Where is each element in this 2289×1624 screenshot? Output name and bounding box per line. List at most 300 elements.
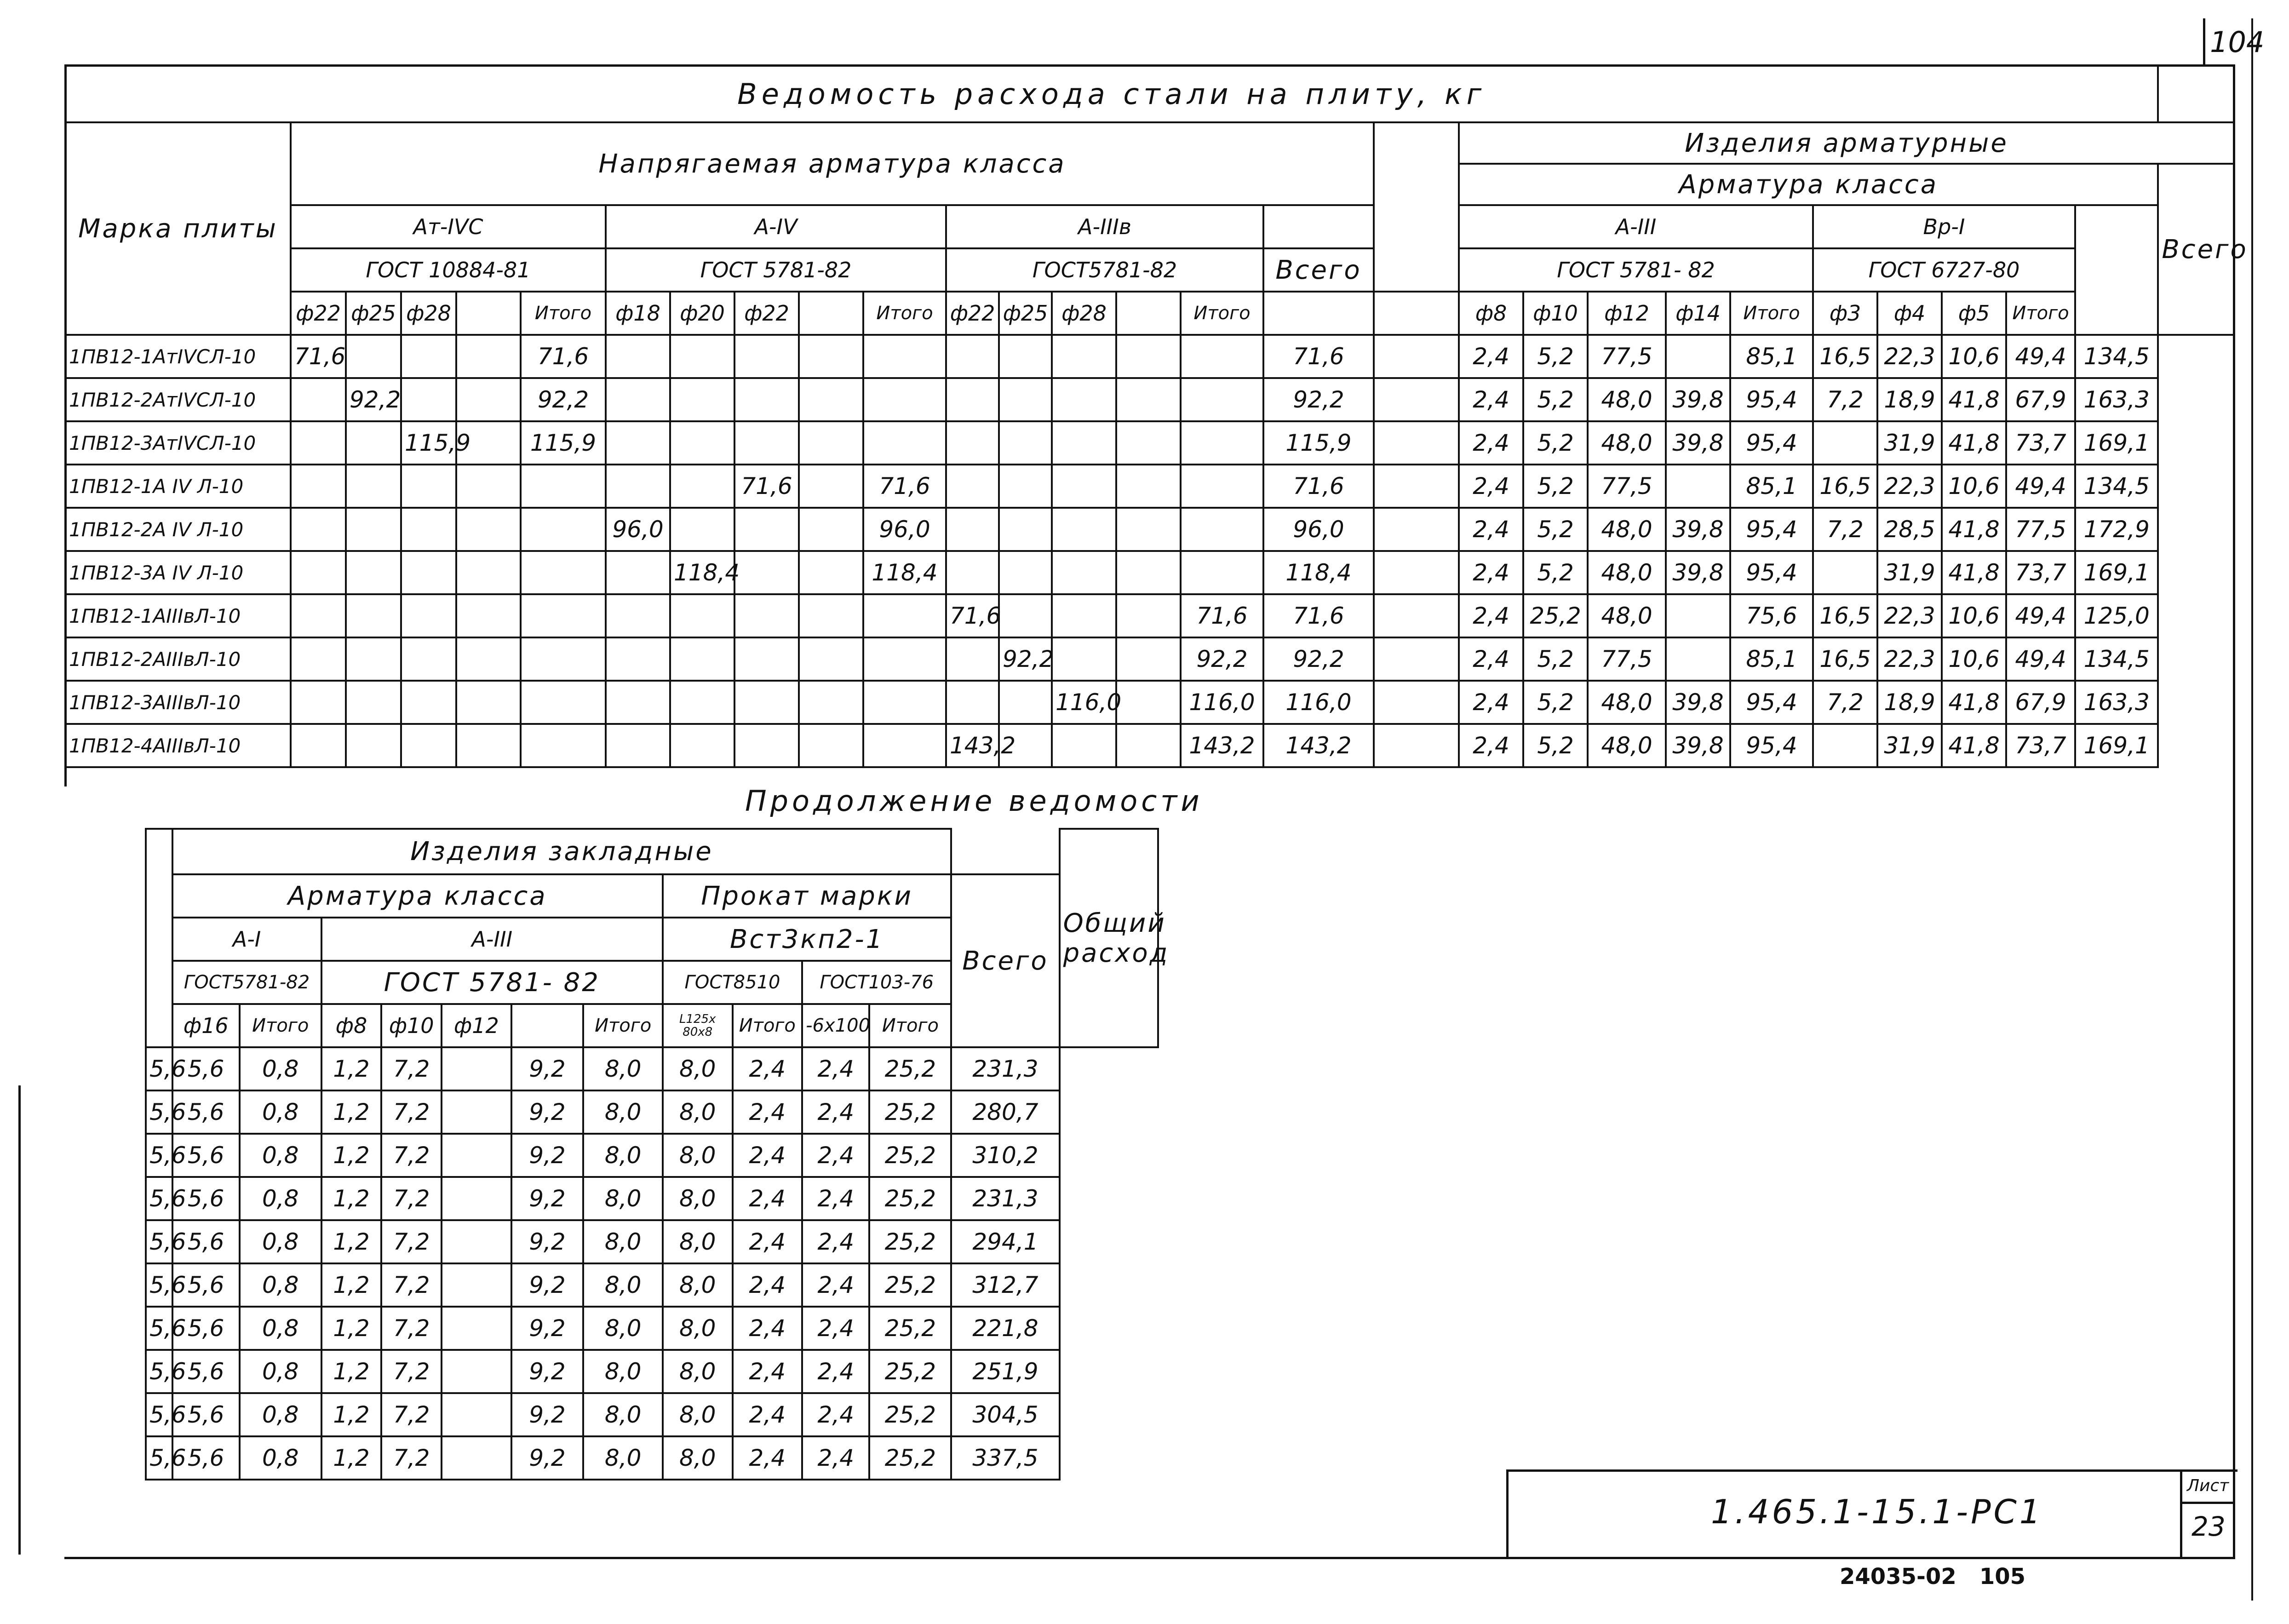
table-cell: 2,4 [1459,378,1523,421]
table-cell: 18,9 [1877,681,1942,724]
table-cell [291,594,346,637]
table-cell: 7,2 [381,1350,442,1393]
table-cell [1052,508,1116,551]
table-cell: 231,3 [951,1047,1059,1090]
table-cell: 1,2 [321,1090,382,1134]
table-cell [291,465,346,508]
plate-mark: 1ПВ12-3АтIVCЛ-10 [65,421,291,465]
table-cell [606,335,670,378]
table-cell: 0,8 [240,1220,321,1263]
table-cell: 2,4 [802,1307,869,1350]
table-cell: 9,2 [511,1090,584,1134]
steel-grade: Вст3кп2-1 [663,918,951,961]
table-cell: 96,0 [606,508,670,551]
table-cell [999,681,1052,724]
cont-col-d16: ф16 [172,1004,240,1047]
embedded-items-table [145,828,1170,1481]
table-cell: 8,0 [663,1047,733,1090]
table-cell: 92,2 [346,378,401,421]
table-cell: 31,9 [1877,421,1942,465]
table-cell [606,637,670,681]
table-cell: 5,2 [1523,724,1588,767]
table-cell: 2,4 [733,1090,803,1134]
table-row [146,1350,1158,1393]
cont-col-itogo: Итого [583,1004,663,1047]
table-cell: 5,6 [146,1263,172,1307]
std-gost-5781-b: ГОСТ5781-82 [946,248,1263,292]
table-cell [734,551,799,594]
table-cell [1116,508,1181,551]
table-cell [1052,335,1116,378]
table-cell: 2,4 [1459,681,1523,724]
table-cell: 8,0 [663,1350,733,1393]
table-cell: 49,4 [2006,335,2075,378]
table-cell: 5,6 [172,1350,240,1393]
col-d28: ф28 [401,292,456,335]
cont-col-d12: ф12 [442,1004,511,1047]
col-d22: ф22 [291,292,346,335]
table-cell: 71,6 [291,335,346,378]
table-cell [863,335,946,378]
table-cell: 71,6 [1263,594,1374,637]
class-aiii: А-III [1459,205,1813,248]
plate-mark: 1ПВ12-1АтIVCЛ-10 [65,335,291,378]
table-cell [521,594,606,637]
table-cell: 71,6 [946,594,999,637]
col-itogo: Итого [863,292,946,335]
table-cell: 1,2 [321,1047,382,1090]
table-cell: 5,2 [1523,637,1588,681]
table-cell [670,637,734,681]
col-d25: ф25 [346,292,401,335]
table-cell [606,594,670,637]
table-cell: 5,6 [172,1090,240,1134]
table-cell: 31,9 [1877,551,1942,594]
table-cell [799,335,863,378]
table-cell: 1,2 [321,1436,382,1480]
table-cell: 7,2 [381,1263,442,1307]
table-cell [401,681,456,724]
table-cell: 77,5 [2006,508,2075,551]
table-cell [606,681,670,724]
table-cell [291,551,346,594]
table-cell [456,637,521,681]
items-header: Изделия арматурные [1459,122,2234,164]
table-cell: 71,6 [1263,465,1374,508]
table-cell [291,637,346,681]
std-gost-5781-c: ГОСТ 5781- 82 [1459,248,1813,292]
cont-col-d10: ф10 [381,1004,442,1047]
cont-rebar-class-header: Арматура класса [172,874,663,918]
plate-mark: 1ПВ12-3А IV Л-10 [65,551,291,594]
plate-mark: 1ПВ12-1А IV Л-10 [65,465,291,508]
table-cell: 9,2 [511,1047,584,1090]
table-cell: 172,9 [2075,508,2158,551]
table-cell: 7,2 [1813,508,1877,551]
table-cell [999,508,1052,551]
table-cell [1116,681,1181,724]
table-cell [1116,594,1181,637]
table-cell: 67,9 [2006,378,2075,421]
table-cell: 8,0 [583,1307,663,1350]
std-gost-6727: ГОСТ 6727-80 [1813,248,2075,292]
table-cell: 312,7 [951,1263,1059,1307]
table-cell: 41,8 [1942,378,2006,421]
table-row [65,421,2234,465]
table-cell: 10,6 [1942,594,2006,637]
table-cell [606,465,670,508]
table-cell: 116,0 [1052,681,1116,724]
table-row [146,1090,1158,1134]
table-cell [1374,378,1459,421]
plate-mark: 1ПВ12-4АIIIвЛ-10 [65,724,291,767]
table-cell: 143,2 [946,724,999,767]
table-cell [999,551,1052,594]
table-cell [1052,465,1116,508]
table-cell: 48,0 [1588,551,1666,594]
col-itogo: Итого [2006,292,2075,335]
table-cell [346,681,401,724]
table-cell: 0,8 [240,1436,321,1480]
table-cell: 7,2 [381,1134,442,1177]
table-cell [799,681,863,724]
table-cell [346,335,401,378]
table-cell: 1,2 [321,1134,382,1177]
table-cell: 25,2 [869,1047,951,1090]
table-cell: 7,2 [381,1090,442,1134]
table-cell: 7,2 [381,1436,442,1480]
table-cell: 5,6 [146,1436,172,1480]
table-cell [1116,724,1181,767]
table-cell [999,378,1052,421]
std-gost-8510: ГОСТ8510 [663,961,802,1004]
table-cell [946,335,999,378]
table-cell: 5,6 [146,1134,172,1177]
table-cell [456,508,521,551]
table-cell [863,421,946,465]
table-cell: 1,2 [321,1263,382,1307]
continuation-title: Продолжение ведомости [745,784,1203,818]
table-cell: 16,5 [1813,465,1877,508]
table-cell: 8,0 [663,1177,733,1220]
table-cell [670,508,734,551]
table-cell: 5,2 [1523,335,1588,378]
col-d8: ф8 [1459,292,1523,335]
table-cell: 2,4 [733,1220,803,1263]
table-cell [670,421,734,465]
table-cell: 5,6 [146,1090,172,1134]
col-d28: ф28 [1052,292,1116,335]
table-cell: 16,5 [1813,637,1877,681]
main-title: Ведомость расхода стали на плиту, кг [65,65,2158,122]
table-cell [734,508,799,551]
table-cell [346,594,401,637]
table-cell: 48,0 [1588,724,1666,767]
table-cell: 9,2 [511,1307,584,1350]
table-cell: 2,4 [802,1350,869,1393]
table-cell [734,378,799,421]
table-cell: 2,4 [1459,551,1523,594]
table-cell [1374,637,1459,681]
table-cell [442,1263,511,1307]
table-cell: 2,4 [733,1393,803,1436]
table-cell [521,551,606,594]
table-cell: 8,0 [583,1350,663,1393]
table-cell: 2,4 [802,1177,869,1220]
table-cell: 5,6 [146,1350,172,1393]
table-cell: 116,0 [1263,681,1374,724]
table-cell [442,1090,511,1134]
table-cell [606,421,670,465]
table-cell [1666,335,1730,378]
table-cell [1116,335,1181,378]
main-table-body [65,335,2234,767]
table-cell [799,378,863,421]
table-cell: 49,4 [2006,637,2075,681]
embedded-header: Изделия закладные [172,829,952,874]
table-cell: 22,3 [1877,637,1942,681]
table-cell [456,378,521,421]
table-cell: 163,3 [2075,681,2158,724]
table-cell [999,465,1052,508]
table-cell: 71,6 [734,465,799,508]
table-cell [1052,421,1116,465]
table-cell [1374,465,1459,508]
table-cell: 2,4 [733,1307,803,1350]
table-cell: 5,6 [146,1177,172,1220]
table-cell: 1,2 [321,1177,382,1220]
table-cell: 115,9 [401,421,456,465]
std-gost-103: ГОСТ103-76 [802,961,951,1004]
table-cell: 22,3 [1877,594,1942,637]
table-cell: 5,6 [146,1220,172,1263]
table-cell: 71,6 [1181,594,1263,637]
table-cell [1374,551,1459,594]
table-cell: 0,8 [240,1134,321,1177]
table-row [65,508,2234,551]
table-cell: 25,2 [869,1263,951,1307]
table-cell: 75,6 [1730,594,1813,637]
table-cell: 231,3 [951,1177,1059,1220]
table-row [65,724,2234,767]
table-cell [401,378,456,421]
prestressed-total-header: Всего [1263,248,1374,292]
table-cell: 118,4 [863,551,946,594]
table-cell [863,724,946,767]
table-cell [946,378,999,421]
table-cell: 22,3 [1877,335,1942,378]
table-cell: 9,2 [511,1263,584,1307]
table-cell: 8,0 [663,1436,733,1480]
cont-class-aiii: А-III [321,918,663,961]
table-cell [863,378,946,421]
table-cell [1181,335,1263,378]
table-cell: 2,4 [802,1047,869,1090]
table-cell [946,421,999,465]
table-cell [442,1350,511,1393]
table-cell: 9,2 [511,1436,584,1480]
table-cell: 9,2 [511,1350,584,1393]
table-cell: 95,4 [1730,508,1813,551]
cont-col-itogo: Итого [733,1004,803,1047]
table-cell: 96,0 [863,508,946,551]
table-cell: 5,2 [1523,508,1588,551]
cont-table-body [146,1047,1158,1480]
table-cell: 41,8 [1942,551,2006,594]
table-cell: 5,6 [172,1220,240,1263]
table-cell: 49,4 [2006,465,2075,508]
table-cell [442,1393,511,1436]
table-cell [863,594,946,637]
table-cell: 8,0 [663,1134,733,1177]
table-cell: 143,2 [1263,724,1374,767]
col-d12: ф12 [1588,292,1666,335]
table-cell [521,465,606,508]
plate-mark: 1ПВ12-2А IV Л-10 [65,508,291,551]
table-row [146,1177,1158,1220]
table-cell: 116,0 [1181,681,1263,724]
table-cell [734,594,799,637]
table-cell: 5,6 [172,1134,240,1177]
table-row [146,1393,1158,1436]
table-row [65,681,2234,724]
table-row [146,1436,1158,1480]
table-cell [606,551,670,594]
table-cell: 7,2 [381,1220,442,1263]
table-cell: 77,5 [1588,637,1666,681]
table-cell: 9,2 [511,1134,584,1177]
col-d18: ф18 [606,292,670,335]
table-cell: 221,8 [951,1307,1059,1350]
table-cell: 71,6 [1263,335,1374,378]
table-cell: 5,6 [172,1393,240,1436]
cont-col-itogo: Итого [869,1004,951,1047]
table-cell: 10,6 [1942,465,2006,508]
table-cell: 92,2 [999,637,1052,681]
drawing-code: 1.465.1-15.1-РС1 [1711,1492,2043,1531]
table-cell: 169,1 [2075,551,2158,594]
table-cell: 39,8 [1666,551,1730,594]
table-cell [670,724,734,767]
col-itogo: Итого [1730,292,1813,335]
table-cell [442,1220,511,1263]
cont-col-itogo: Итого [240,1004,321,1047]
plate-mark: 1ПВ12-2АтIVCЛ-10 [65,378,291,421]
table-cell: 10,6 [1942,637,2006,681]
table-cell: 39,8 [1666,681,1730,724]
table-cell: 49,4 [2006,594,2075,637]
col-d4: ф4 [1877,292,1942,335]
table-cell: 25,2 [869,1134,951,1177]
table-cell: 2,4 [733,1263,803,1307]
table-cell: 48,0 [1588,421,1666,465]
table-cell [346,551,401,594]
table-cell: 92,2 [1181,637,1263,681]
table-cell [291,724,346,767]
table-cell: 310,2 [951,1134,1059,1177]
class-aiv: А-IV [606,205,946,248]
table-cell [401,551,456,594]
table-cell: 92,2 [1263,637,1374,681]
table-cell: 8,0 [583,1047,663,1090]
table-cell: 5,2 [1523,465,1588,508]
table-cell: 169,1 [2075,724,2158,767]
table-cell [670,681,734,724]
col-d3: ф3 [1813,292,1877,335]
plate-mark: 1ПВ12-3АIIIвЛ-10 [65,681,291,724]
table-cell: 8,0 [663,1307,733,1350]
table-cell: 73,7 [2006,724,2075,767]
table-cell [1666,594,1730,637]
table-cell: 5,6 [146,1307,172,1350]
table-cell: 8,0 [583,1220,663,1263]
table-cell [291,681,346,724]
table-row [65,465,2234,508]
table-row [65,378,2234,421]
table-cell [442,1047,511,1090]
table-cell: 73,7 [2006,421,2075,465]
class-aiiiv: А-IIIв [946,205,1263,248]
col-d14: ф14 [1666,292,1730,335]
table-cell [670,465,734,508]
table-cell [1374,421,1459,465]
table-cell: 5,6 [172,1263,240,1307]
table-cell: 77,5 [1588,335,1666,378]
table-cell [799,724,863,767]
table-cell: 2,4 [802,1220,869,1263]
table-cell: 8,0 [663,1263,733,1307]
table-cell: 8,0 [583,1436,663,1480]
table-cell [734,724,799,767]
table-cell: 2,4 [733,1436,803,1480]
table-cell [999,335,1052,378]
cont-col-d8: ф8 [321,1004,382,1047]
table-cell: 25,2 [869,1393,951,1436]
table-cell: 143,2 [1181,724,1263,767]
table-cell: 28,5 [1877,508,1942,551]
table-cell [1374,594,1459,637]
table-cell: 2,4 [1459,465,1523,508]
table-cell [1052,594,1116,637]
table-cell: 5,2 [1523,551,1588,594]
table-cell [401,594,456,637]
table-cell: 251,9 [951,1350,1059,1393]
table-cell [291,508,346,551]
table-cell [442,1134,511,1177]
col-d22: ф22 [946,292,999,335]
table-cell [606,378,670,421]
table-cell [1116,378,1181,421]
col-itogo: Итого [521,292,606,335]
table-cell [456,681,521,724]
table-row [146,1220,1158,1263]
table-cell [1181,378,1263,421]
col-d25: ф25 [999,292,1052,335]
table-cell: 1,2 [321,1393,382,1436]
table-cell: 5,6 [172,1047,240,1090]
table-cell [346,724,401,767]
table-cell [456,594,521,637]
table-cell: 2,4 [1459,421,1523,465]
table-cell: 85,1 [1730,335,1813,378]
table-row [146,1047,1158,1090]
table-cell [1666,465,1730,508]
cont-std-5781-small: ГОСТ5781-82 [172,961,321,1004]
table-cell: 2,4 [802,1393,869,1436]
table-cell: 1,2 [321,1220,382,1263]
table-cell: 0,8 [240,1350,321,1393]
table-cell: 25,2 [869,1177,951,1220]
